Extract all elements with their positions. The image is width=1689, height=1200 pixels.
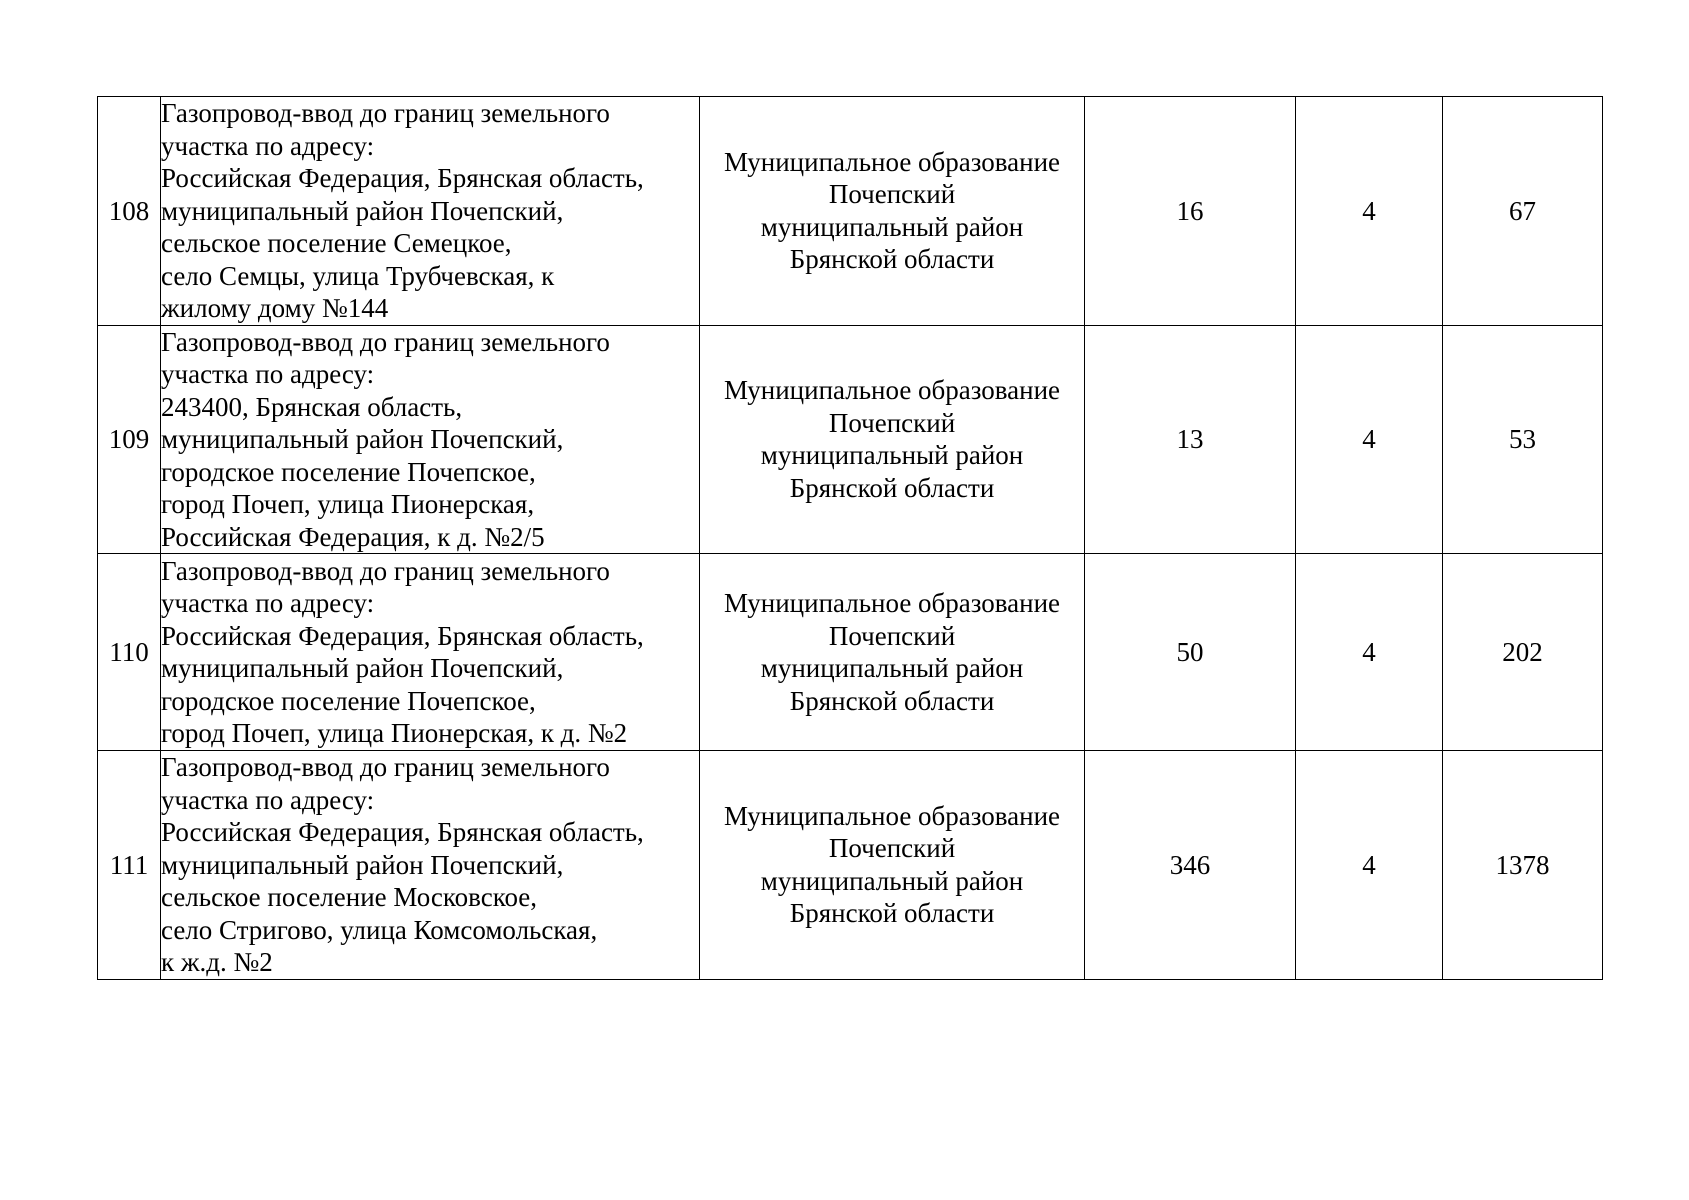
object-description-line: Газопровод-ввод до границ земельного xyxy=(161,326,610,357)
row-number: 108 xyxy=(98,97,161,326)
value-cell-2: 4 xyxy=(1296,97,1443,326)
object-description-line: село Семцы, улица Трубчевская, к xyxy=(161,260,555,291)
owner-name-line: муниципальный район xyxy=(760,440,1024,471)
table-row xyxy=(98,554,1603,751)
object-description xyxy=(161,325,700,554)
value-cell-2: 4 xyxy=(1296,325,1443,554)
object-description-line: к ж.д. №2 xyxy=(161,947,273,977)
owner-name-line: Муниципальное образование xyxy=(723,375,1061,406)
owner-name-line: Почепский xyxy=(828,620,956,651)
owner-name-line: муниципальный район xyxy=(760,865,1024,896)
object-description-line: муниципальный район Почепский, xyxy=(161,424,564,454)
value-cell-3: 202 xyxy=(1443,554,1603,751)
owner-name xyxy=(700,325,1085,554)
registry-table xyxy=(97,96,1603,980)
object-description xyxy=(161,97,700,326)
object-description-line: жилому дому №144 xyxy=(161,293,389,323)
object-description-line: 243400, Брянская область, xyxy=(161,391,463,422)
value-cell-3: 1378 xyxy=(1443,751,1603,980)
row-number: 110 xyxy=(98,554,161,751)
object-description-line: Газопровод-ввод до границ земельного xyxy=(161,98,610,128)
object-description-line: город Почеп, улица Пионерская, к д. №2 xyxy=(161,718,628,748)
value-cell-1: 13 xyxy=(1085,325,1296,554)
table-row xyxy=(98,751,1603,980)
object-description xyxy=(161,554,700,751)
object-description-line: городское поселение Почепское, xyxy=(161,685,536,716)
object-description-line: Российская Федерация, Брянская область, xyxy=(161,817,644,847)
object-description-line: участка по адресу: xyxy=(161,130,375,161)
owner-name-line: Муниципальное образование xyxy=(723,146,1061,177)
owner-name-line: Почепский xyxy=(828,407,956,438)
owner-name xyxy=(700,751,1085,980)
row-number: 111 xyxy=(98,751,161,980)
owner-name-line: муниципальный район xyxy=(760,211,1024,242)
value-cell-1: 346 xyxy=(1085,751,1296,980)
owner-name-line: Брянской области xyxy=(789,244,995,275)
owner-name-line: Муниципальное образование xyxy=(723,588,1061,618)
table-row xyxy=(98,325,1603,554)
object-description-line: сельское поселение Московское, xyxy=(161,882,538,912)
object-description-line: Газопровод-ввод до границ земельного xyxy=(161,555,610,586)
value-cell-3: 67 xyxy=(1443,97,1603,326)
owner-name-line: Почепский xyxy=(828,179,956,210)
row-number: 109 xyxy=(98,325,161,554)
object-description-line: участка по адресу: xyxy=(161,784,375,815)
owner-name xyxy=(700,97,1085,326)
object-description-line: муниципальный район Почепский, xyxy=(161,849,564,880)
object-description-line: участка по адресу: xyxy=(161,588,375,618)
owner-name-line: Муниципальное образование xyxy=(723,800,1061,831)
owner-name-line: муниципальный район xyxy=(760,653,1024,683)
owner-name-line: Брянской области xyxy=(789,685,995,716)
object-description-line: Российская Федерация, Брянская область, xyxy=(161,620,644,651)
object-description-line: село Стригово, улица Комсомольская, xyxy=(161,914,598,945)
object-description-line: Российская Федерация, Брянская область, xyxy=(161,163,644,193)
object-description-line: Российская Федерация, к д. №2/5 xyxy=(161,521,545,552)
value-cell-1: 50 xyxy=(1085,554,1296,751)
value-cell-2: 4 xyxy=(1296,751,1443,980)
object-description-line: город Почеп, улица Пионерская, xyxy=(161,489,535,519)
object-description-line: Газопровод-ввод до границ земельного xyxy=(161,752,610,782)
object-description-line: городское поселение Почепское, xyxy=(161,456,536,487)
owner-name-line: Почепский xyxy=(828,833,956,864)
value-cell-3: 53 xyxy=(1443,325,1603,554)
owner-name xyxy=(700,554,1085,751)
value-cell-1: 16 xyxy=(1085,97,1296,326)
object-description xyxy=(161,751,700,980)
table-row xyxy=(98,97,1603,326)
object-description-line: сельское поселение Семецкое, xyxy=(161,228,512,258)
owner-name-line: Брянской области xyxy=(789,898,995,929)
object-description-line: муниципальный район Почепский, xyxy=(161,653,564,683)
object-description-line: муниципальный район Почепский, xyxy=(161,195,564,226)
object-description-line: участка по адресу: xyxy=(161,359,375,389)
owner-name-line: Брянской области xyxy=(789,472,995,503)
value-cell-2: 4 xyxy=(1296,554,1443,751)
